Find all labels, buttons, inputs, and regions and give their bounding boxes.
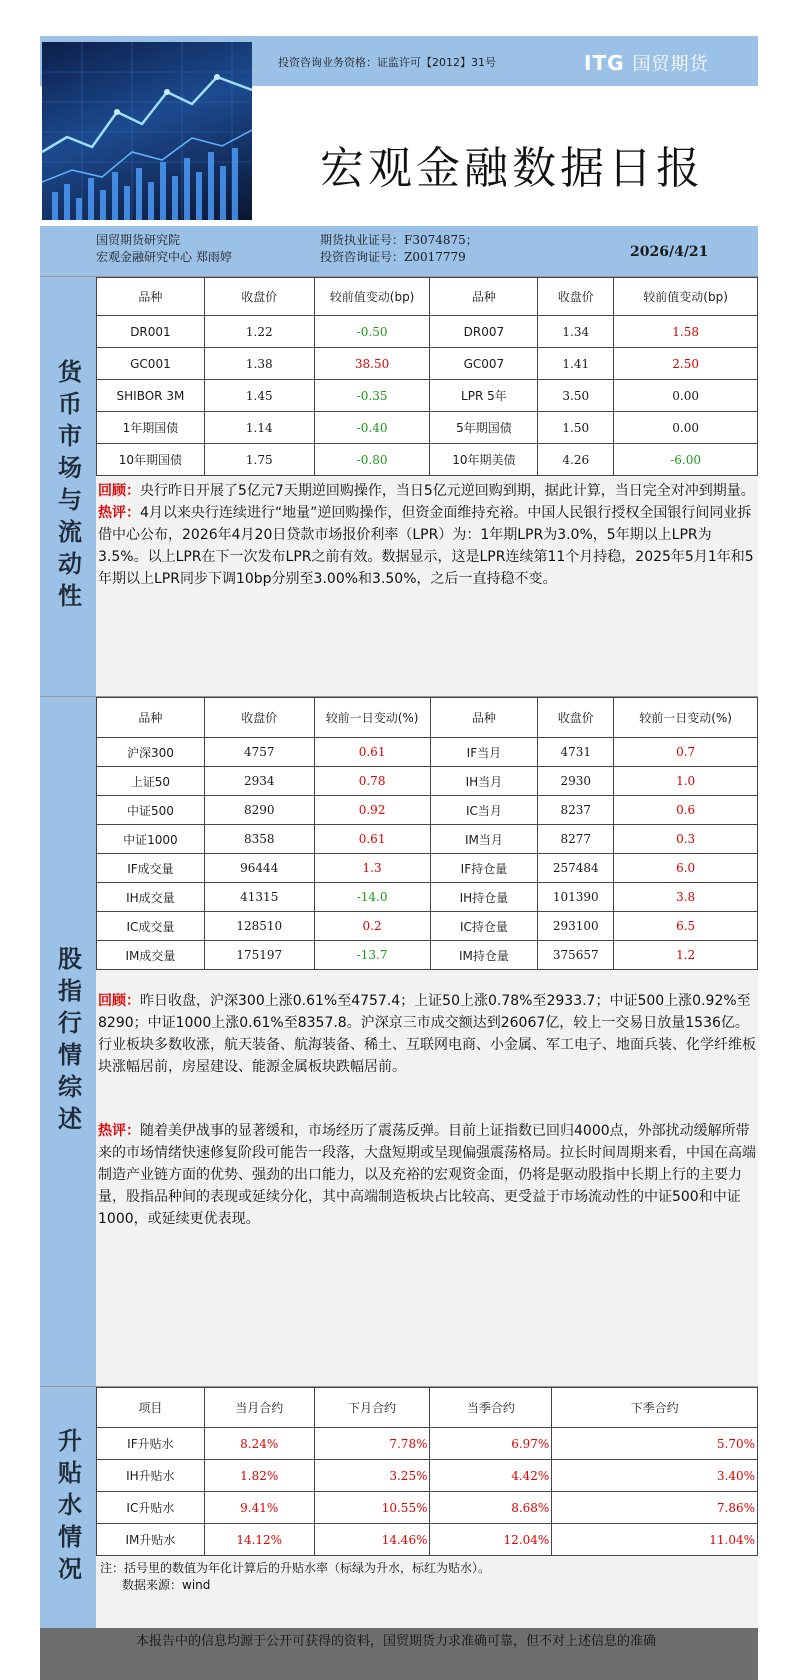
table-header-row bbox=[97, 1388, 758, 1428]
cell: 10年期美债 bbox=[430, 444, 538, 476]
cell: GC001 bbox=[97, 348, 205, 380]
cell: IC成交量 bbox=[97, 912, 205, 941]
cell: 1.14 bbox=[204, 412, 314, 444]
table-row bbox=[97, 1428, 758, 1460]
cell: 1.38 bbox=[204, 348, 314, 380]
equity-side-label: 股指行情综述 bbox=[40, 697, 96, 1386]
cell: 0.92 bbox=[314, 796, 430, 825]
cell: 1.45 bbox=[204, 380, 314, 412]
header-cell: 收盘价 bbox=[204, 698, 314, 738]
cell: 0.61 bbox=[314, 738, 430, 767]
table-row bbox=[97, 1460, 758, 1492]
money-market-review: 回顾：央行昨日开展了5亿元7天期逆回购操作，当日5亿元逆回购到期，据此计算，当日完全对冲到期量。 bbox=[98, 483, 755, 499]
table-header-row bbox=[97, 698, 758, 738]
cell: 8290 bbox=[204, 796, 314, 825]
cell: 1.58 bbox=[614, 316, 758, 348]
cell: 8277 bbox=[538, 825, 614, 854]
cell: 0.00 bbox=[614, 380, 758, 412]
equity-section bbox=[40, 696, 758, 1386]
cell: 8358 bbox=[204, 825, 314, 854]
table-row bbox=[97, 912, 758, 941]
data-source: 数据来源：wind bbox=[122, 1578, 211, 1592]
cell: 14.12% bbox=[204, 1524, 314, 1556]
cell: 中证500 bbox=[97, 796, 205, 825]
equity-comment: 热评：随着美伊战事的显著缓和，市场经历了震荡反弹。目前上证指数已回归4000点，外部扰动缓解所带来的市场情绪快速修复阶段可能告一段落，大盘短期或呈现偏强震荡格局。拉长时间周期来看，中国在高端制造产业链方面的优势、强劲的出口能力，以及充裕的宏观资金面，仍将是驱动股指中长期上行的主要力量，股指品种间的表现或延续分化，其中高端制造板块占比较高、更受益于市场流动性的中证500和中证1000，或延续更优表现。 bbox=[98, 1123, 756, 1227]
cell: -6.00 bbox=[614, 444, 758, 476]
logo-en: ITG bbox=[584, 51, 625, 75]
header-cell: 下月合约 bbox=[314, 1388, 430, 1428]
report-title: 宏观金融数据日报 bbox=[320, 143, 704, 194]
cell: 8237 bbox=[538, 796, 614, 825]
author-info-bar bbox=[40, 226, 758, 276]
cell: IM当月 bbox=[430, 825, 538, 854]
header-cell: 较前值变动(bp) bbox=[314, 278, 430, 316]
cell: 6.5 bbox=[614, 912, 758, 941]
cell: IC升贴水 bbox=[97, 1492, 205, 1524]
cell: 6.97% bbox=[430, 1428, 552, 1460]
cell: 1.41 bbox=[538, 348, 614, 380]
table-row bbox=[97, 1524, 758, 1556]
cell: 7.78% bbox=[314, 1428, 430, 1460]
cell: IH升贴水 bbox=[97, 1460, 205, 1492]
cell: 5.70% bbox=[552, 1428, 758, 1460]
cell: 41315 bbox=[204, 883, 314, 912]
header-cell: 项目 bbox=[97, 1388, 205, 1428]
table-row bbox=[97, 854, 758, 883]
cell: 1.82% bbox=[204, 1460, 314, 1492]
cell: 2.50 bbox=[614, 348, 758, 380]
cell: 1.0 bbox=[614, 767, 758, 796]
header-cell: 品种 bbox=[430, 278, 538, 316]
cell: 1年期国债 bbox=[97, 412, 205, 444]
table-header-row bbox=[97, 278, 758, 316]
cell: 12.04% bbox=[430, 1524, 552, 1556]
basis-section bbox=[40, 1386, 758, 1628]
cell: 4731 bbox=[538, 738, 614, 767]
cell: 0.61 bbox=[314, 825, 430, 854]
cell: 1.2 bbox=[614, 941, 758, 970]
money-market-section bbox=[40, 276, 758, 696]
cell: 38.50 bbox=[314, 348, 430, 380]
cell: -0.80 bbox=[314, 444, 430, 476]
cell: IC当月 bbox=[430, 796, 538, 825]
invest-cert: 投资咨询证号：Z0017779 bbox=[320, 250, 466, 264]
header-cell: 较前值变动(bp) bbox=[614, 278, 758, 316]
header-cell: 当月合约 bbox=[204, 1388, 314, 1428]
table-row bbox=[97, 883, 758, 912]
cell: IH持仓量 bbox=[430, 883, 538, 912]
cell: 4.42% bbox=[430, 1460, 552, 1492]
cell: IF当月 bbox=[430, 738, 538, 767]
cell: 6.0 bbox=[614, 854, 758, 883]
cell: -13.7 bbox=[314, 941, 430, 970]
basis-side-label: 升贴水情况 bbox=[40, 1387, 96, 1628]
cell: 10.55% bbox=[314, 1492, 430, 1524]
header-cell: 较前一日变动(%) bbox=[314, 698, 430, 738]
cell: 96444 bbox=[204, 854, 314, 883]
basis-note-text: 注：括号里的数值为年化计算后的升贴水率（标绿为升水，标红为贴水）。 bbox=[100, 1561, 491, 1575]
cell: IC持仓量 bbox=[430, 912, 538, 941]
header-cell: 品种 bbox=[97, 698, 205, 738]
cell: -0.40 bbox=[314, 412, 430, 444]
header-cell: 品种 bbox=[97, 278, 205, 316]
cell: 7.86% bbox=[552, 1492, 758, 1524]
report-date: 2026/4/21 bbox=[630, 244, 709, 260]
cell: 10年期国债 bbox=[97, 444, 205, 476]
dept-author: 宏观金融研究中心 郑雨婷 bbox=[96, 250, 232, 264]
cell: 1.75 bbox=[204, 444, 314, 476]
cell: IF升贴水 bbox=[97, 1428, 205, 1460]
cell: 3.50 bbox=[538, 380, 614, 412]
cell: 375657 bbox=[538, 941, 614, 970]
cell: 3.8 bbox=[614, 883, 758, 912]
header-cell: 较前一日变动(%) bbox=[614, 698, 758, 738]
header-chart-image bbox=[42, 42, 252, 220]
cell: 3.25% bbox=[314, 1460, 430, 1492]
cell: 8.68% bbox=[430, 1492, 552, 1524]
cell: DR007 bbox=[430, 316, 538, 348]
cell: 5年期国债 bbox=[430, 412, 538, 444]
table-row bbox=[97, 444, 758, 476]
cell: 1.34 bbox=[538, 316, 614, 348]
cell: -0.35 bbox=[314, 380, 430, 412]
license-text: 投资咨询业务资格：证监许可【2012】31号 bbox=[278, 56, 496, 69]
org-name: 国贸期货研究院 bbox=[96, 233, 181, 247]
cell: SHIBOR 3M bbox=[97, 380, 205, 412]
cell: 4757 bbox=[204, 738, 314, 767]
itg-logo bbox=[584, 50, 708, 76]
equity-table bbox=[96, 697, 758, 970]
report-header bbox=[40, 36, 758, 226]
cell: 293100 bbox=[538, 912, 614, 941]
cell: IH成交量 bbox=[97, 883, 205, 912]
cell: IH当月 bbox=[430, 767, 538, 796]
header-cell: 品种 bbox=[430, 698, 538, 738]
cell: GC007 bbox=[430, 348, 538, 380]
cell: 101390 bbox=[538, 883, 614, 912]
cell: 11.04% bbox=[552, 1524, 758, 1556]
table-row bbox=[97, 941, 758, 970]
table-row bbox=[97, 316, 758, 348]
cell: 中证1000 bbox=[97, 825, 205, 854]
table-row bbox=[97, 796, 758, 825]
header-cell: 下季合约 bbox=[552, 1388, 758, 1428]
cell: 0.3 bbox=[614, 825, 758, 854]
table-row bbox=[97, 412, 758, 444]
cell: 0.2 bbox=[314, 912, 430, 941]
cell: 2934 bbox=[204, 767, 314, 796]
table-row bbox=[97, 767, 758, 796]
disclaimer: 本报告中的信息均源于公开可获得的资料，国贸期货力求准确可靠，但不对上述信息的准确 bbox=[40, 1628, 758, 1680]
cell: 4.26 bbox=[538, 444, 614, 476]
cell: 2930 bbox=[538, 767, 614, 796]
cell: IF持仓量 bbox=[430, 854, 538, 883]
cell: 1.50 bbox=[538, 412, 614, 444]
cell: -0.50 bbox=[314, 316, 430, 348]
cell: IF成交量 bbox=[97, 854, 205, 883]
equity-review: 回顾：昨日收盘，沪深300上涨0.61%至4757.4；上证50上涨0.78%至2933.7；中证500上涨0.92%至8290；中证1000上涨0.61%至8357.8。沪深京三市成交额达到26067亿，较上一交易日放量1536亿。行业板块多数收涨，航天装备、航海装备、稀土、互联网电商、小金属、军工电子、地面兵装、化学纤维板块涨幅居前，房屋建设、能源金属板块跌幅居前。 bbox=[98, 993, 756, 1075]
cell: 14.46% bbox=[314, 1524, 430, 1556]
cell: 0.7 bbox=[614, 738, 758, 767]
cell: IM持仓量 bbox=[430, 941, 538, 970]
table-row bbox=[97, 380, 758, 412]
money-market-side-label: 货币市场与流动性 bbox=[40, 277, 96, 696]
cell: 1.3 bbox=[314, 854, 430, 883]
table-row bbox=[97, 825, 758, 854]
cell: 175197 bbox=[204, 941, 314, 970]
cell: DR001 bbox=[97, 316, 205, 348]
cell: 1.22 bbox=[204, 316, 314, 348]
cell: 257484 bbox=[538, 854, 614, 883]
basis-table bbox=[96, 1387, 758, 1556]
header-cell: 收盘价 bbox=[538, 698, 614, 738]
report-page bbox=[40, 36, 758, 1680]
cell: 0.78 bbox=[314, 767, 430, 796]
cell: 128510 bbox=[204, 912, 314, 941]
cell: 沪深300 bbox=[97, 738, 205, 767]
cell: 8.24% bbox=[204, 1428, 314, 1460]
cell: 9.41% bbox=[204, 1492, 314, 1524]
cell: -14.0 bbox=[314, 883, 430, 912]
basis-note bbox=[96, 1556, 758, 1598]
futures-cert: 期货执业证号：F3074875； bbox=[320, 233, 478, 247]
cell: LPR 5年 bbox=[430, 380, 538, 412]
cell: 3.40% bbox=[552, 1460, 758, 1492]
logo-cn: 国贸期货 bbox=[632, 54, 709, 75]
table-row bbox=[97, 738, 758, 767]
money-market-table bbox=[96, 277, 758, 476]
table-row bbox=[97, 348, 758, 380]
cell: IM升贴水 bbox=[97, 1524, 205, 1556]
header-cell: 收盘价 bbox=[538, 278, 614, 316]
header-cell: 收盘价 bbox=[204, 278, 314, 316]
cell: 0.00 bbox=[614, 412, 758, 444]
money-market-comment: 热评：4月以来央行连续进行“地量”逆回购操作，但资金面维持充裕。中国人民银行授权全国银行间同业拆借中心公布，2026年4月20日贷款市场报价利率（LPR）为：1年期LPR为3.0%，5年期以上LPR为3.5%。以上LPR在下一次发布LPR之前有效。数据显示，这是LPR连续第11个月持稳，2025年5月1年和5年期以上LPR同步下调10bp分别至3.00%和3.50%，之后一直持稳不变。 bbox=[98, 505, 754, 587]
table-row bbox=[97, 1492, 758, 1524]
cell: IM成交量 bbox=[97, 941, 205, 970]
cell: 上证50 bbox=[97, 767, 205, 796]
cell: 0.6 bbox=[614, 796, 758, 825]
header-cell: 当季合约 bbox=[430, 1388, 552, 1428]
